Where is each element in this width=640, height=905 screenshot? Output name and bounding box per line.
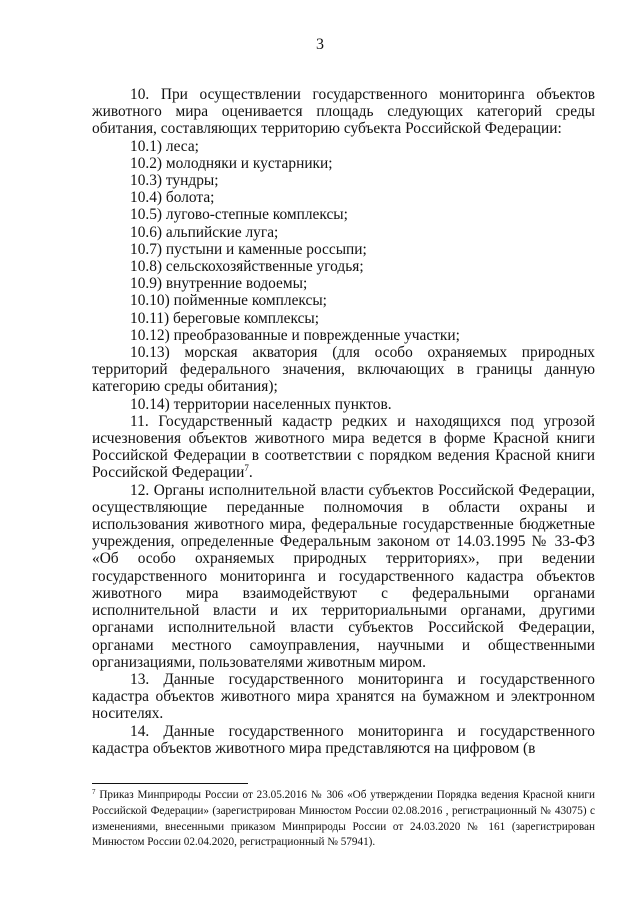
- list-item: 10.8) сельскохозяйственные угодья;: [130, 258, 364, 276]
- list-item: 10.11) береговые комплексы;: [130, 309, 320, 327]
- list-item: 10.5) лугово-степные комплексы;: [130, 206, 348, 224]
- list-item: 10.6) альпийские луга;: [130, 223, 279, 241]
- paragraph-11-text: 11. Государственный кадастр редких и находящихся под угрозой исчезновения объектов животного мира ведется в форме Красной книги Российской Федерации в соответствии с порядком ведения Красной книги Российской Федерации: [92, 412, 595, 482]
- paragraph-12: 12. Органы исполнительной власти субъектов Российской Федерации, осуществляющие переданные полномочия в области охраны и использования животного мира, федеральные государственные бюджетные учреждения, определенные Федеральным законом от 14.03.1995 № 33-ФЗ «Об особо охраняемых природных территориях», при ведении государственного мониторинга и государственного кадастра объектов животного мира взаимодействуют с федеральными органами исполнительной власти и их территориальными органами, другими органами исполнительной власти субъектов Российской Федерации, органами местного самоуправления, научными и общественными организациями, пользователями животным миром.: [92, 481, 595, 671]
- paragraph-14: 14. Данные государственного мониторинга и государственного кадастра объектов животного мира представляются на цифровом (в: [92, 722, 595, 757]
- paragraph-13: 13. Данные государственного мониторинга и государственного кадастра объектов животного мира хранятся на бумажном и электронном носителях.: [92, 670, 595, 723]
- list-item: 10.14) территории населенных пунктов.: [130, 395, 392, 413]
- list-item: 10.1) леса;: [130, 137, 199, 155]
- list-item: 10.7) пустыни и каменные россыпи;: [130, 240, 367, 258]
- list-item: 10.13) морская акватория (для особо охраняемых природных территорий федерального значения, включающих в границы данную категорию среды обитания);: [92, 344, 595, 396]
- paragraph-11-end: .: [248, 464, 253, 482]
- list-item: 10.9) внутренние водоемы;: [130, 275, 308, 293]
- list-item: 10.4) болота;: [130, 189, 215, 207]
- list-item: 10.12) преобразованные и поврежденные участки;: [130, 326, 460, 344]
- list-item: 10.10) пойменные комплексы;: [130, 292, 327, 310]
- document-body: [92, 86, 595, 757]
- footnote-text: Приказ Минприроды России от 23.05.2016 № 306 «Об утверждении Порядка ведения Красной книги Российской Федерации» (зарегистрирован Минюстом России 02.08.2016 , регистрационный № 43075) с изменениями, внесенными приказом Минприроды России от 24.03.2020 № 161 (зарегистрирован Минюстом России 02.04.2020, регистрационный № 57941).: [92, 789, 595, 849]
- list-item: 10.3) тундры;: [130, 172, 219, 190]
- footnote-divider: [92, 783, 248, 784]
- page-number: 3: [316, 36, 324, 53]
- list-item: 10.2) молодняки и кустарники;: [130, 154, 333, 172]
- footnote-marker: 7: [92, 788, 96, 796]
- footnote-reference: 7: [244, 463, 249, 474]
- paragraph-10: 10. При осуществлении государственного мониторинга объектов животного мира оценивается площадь следующих категорий среды обитания, составляющих территорию субъекта Российской Федерации:: [92, 86, 595, 138]
- paragraph-11: [92, 413, 595, 482]
- footnote: [92, 788, 595, 851]
